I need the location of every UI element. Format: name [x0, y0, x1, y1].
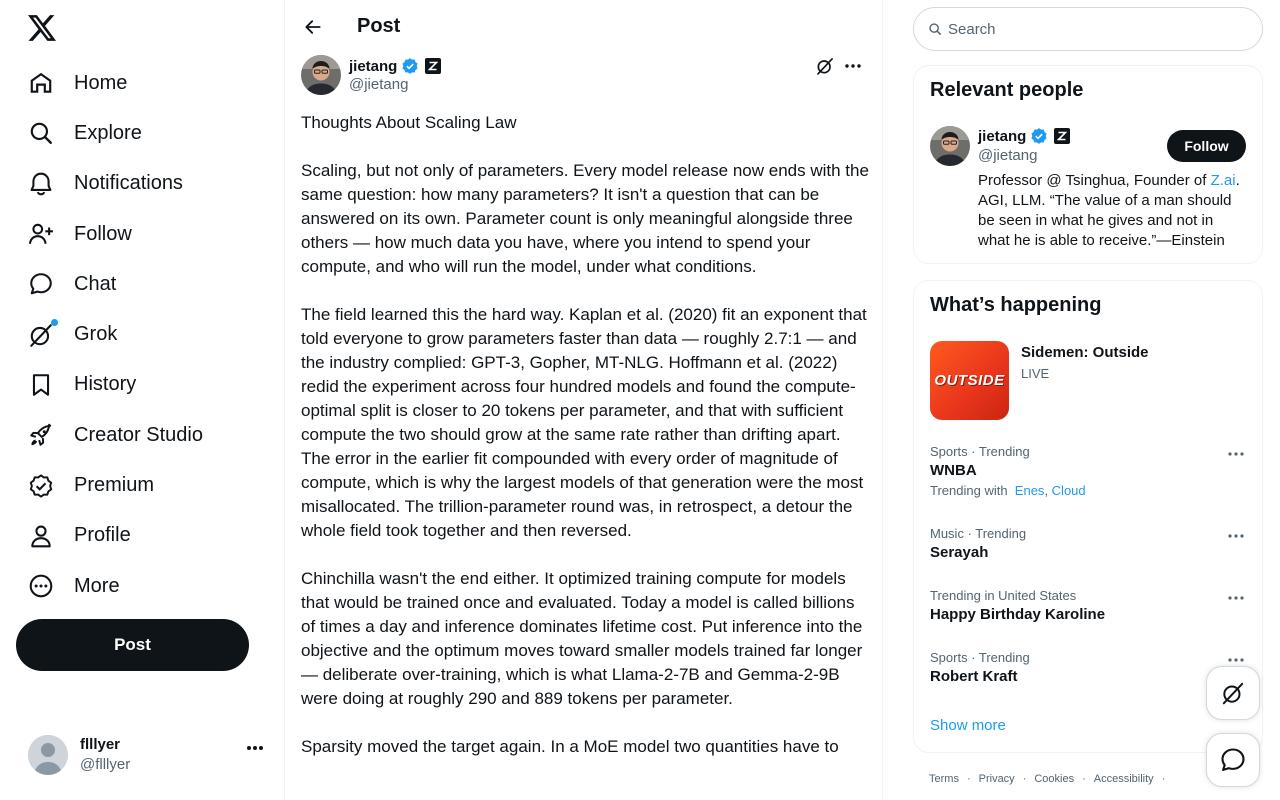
nav-label-profile: Profile	[74, 524, 131, 547]
live-event-thumbnail[interactable]	[930, 341, 1009, 420]
nav-label-history: History	[74, 373, 137, 396]
whats-happening-title: What’s happening	[930, 294, 1102, 316]
trend-name: WNBA	[930, 462, 977, 479]
trend-item[interactable]	[930, 526, 1248, 564]
search-icon	[28, 120, 54, 146]
nav-item-creator-studio[interactable]	[16, 410, 268, 460]
nav-label-more: More	[74, 574, 120, 597]
home-icon	[28, 70, 54, 96]
trend-name: Robert Kraft	[930, 668, 1018, 685]
avatar	[28, 735, 68, 775]
ellipsis-icon[interactable]	[1224, 588, 1248, 608]
notification-dot	[51, 319, 58, 326]
author-avatar[interactable]	[301, 55, 341, 95]
nav-item-grok[interactable]	[16, 309, 268, 359]
bio-text-end: . AGI, LLM. “The value of a man should be seen in what he gives and not in what he is able to receive.”—Einstein	[978, 172, 1240, 249]
search-box[interactable]	[913, 7, 1263, 51]
trend-name: Happy Birthday Karoline	[930, 606, 1106, 623]
nav-label-chat: Chat	[74, 272, 117, 295]
search-icon	[928, 22, 942, 36]
bio-link[interactable]: Z.ai	[1210, 172, 1236, 189]
trend-item[interactable]	[930, 588, 1248, 626]
nav-label-notifications: Notifications	[74, 172, 183, 195]
verified-badge-icon	[28, 473, 54, 499]
nav-label-premium: Premium	[74, 474, 155, 497]
nav-label-follow: Follow	[74, 222, 132, 245]
footer-link-terms[interactable]: Terms	[929, 773, 959, 785]
nav-item-more[interactable]	[16, 561, 268, 611]
nav-item-explore[interactable]	[16, 108, 268, 158]
footer-separator: ·	[1082, 773, 1086, 785]
relevant-person-handle[interactable]: @jietang	[978, 147, 1038, 164]
footer-link-cookies[interactable]: Cookies	[1034, 773, 1075, 785]
bio-text-start: Professor @ Tsinghua, Founder of	[978, 172, 1211, 189]
messages-floating-button[interactable]	[1206, 733, 1260, 787]
grok-icon	[28, 322, 54, 348]
nav-item-home[interactable]	[16, 58, 268, 108]
rocket-icon	[28, 422, 54, 448]
ellipsis-icon[interactable]	[1224, 526, 1248, 546]
nav-item-profile[interactable]	[16, 511, 268, 561]
grok-icon[interactable]	[815, 56, 835, 76]
nav-item-follow[interactable]	[16, 209, 268, 259]
chat-bubble-icon	[1219, 746, 1247, 774]
ellipsis-icon[interactable]	[246, 745, 264, 751]
account-switcher[interactable]	[16, 725, 278, 785]
relevant-person-name[interactable]: jietang	[978, 127, 1027, 145]
trend-item[interactable]	[930, 444, 1248, 500]
show-more-link[interactable]: Show more	[930, 717, 1006, 734]
avatar[interactable]	[930, 126, 970, 166]
add-person-icon	[28, 221, 54, 247]
live-badge: LIVE	[1021, 366, 1050, 381]
trend-name: Serayah	[930, 544, 989, 561]
post-button[interactable]: Post	[16, 619, 249, 671]
bell-icon	[28, 171, 54, 197]
nav-label-grok: Grok	[74, 323, 118, 346]
follow-button[interactable]: Follow	[1167, 130, 1246, 162]
post-text: Thoughts About Scaling Law Scaling, but not only of parameters. Every model release now ends with the same question: how many parameters? It isn't a question that can be answered on its own. Parameter count is only meaningful alongside three others — how much data you have, where you intend to spend your compute, and who will run the model, under what conditions. The field learned this the hard way. Kaplan et al. (2020) fit an exponent that told everyone to grow parameters faster than data — roughly 2.7:1 — and the industry complied: GPT-3, Gopher, MT-NLG. Hoffmann et al. (2022) redid the experiment across four hundred models and found the compute-optimal split is closer to 20 tokens per parameter, and that with sufficient compute the two should grow at the same rate rather than drifting apart. The error in the earlier fit compounded with every order of magnitude of compute, which is why the largest models of that generation were the most misallocated. The trillion-parameter round was, in retrospect, a detour the whole field took together and then reversed. Chinchilla wasn't the end either. It optimized training compute for models that would be trained once and evaluated. Today a model is called billions of times a day and inference dominates lifetime cost. Put inference into the objective and the optimum moves toward smaller models trained far longer — deliberate over-training, which is what Llama-2-7B and Gemma-2-9B were doing at roughly 290 and 889 tokens per parameter. Sparsity moved the target again. In a MoE model two quantities have to	[301, 113, 869, 756]
search-input[interactable]	[948, 21, 1238, 38]
bookmark-icon	[28, 372, 54, 398]
page-title: Post	[357, 15, 401, 37]
relevant-people-card	[913, 65, 1263, 264]
relevant-people-title: Relevant people	[930, 79, 1084, 101]
person-icon	[28, 523, 54, 549]
trend-meta: Music · Trending	[930, 526, 1027, 541]
footer-link-privacy[interactable]: Privacy	[978, 773, 1015, 785]
main-column	[284, 0, 883, 800]
trend-related-link[interactable]: Enes	[1014, 483, 1045, 498]
zai-affiliate-icon[interactable]	[425, 58, 441, 74]
trend-related: Trending with Enes, Cloud	[930, 483, 1086, 498]
ellipsis-icon[interactable]	[841, 56, 865, 76]
nav-list	[16, 58, 268, 611]
grok-icon	[1220, 680, 1246, 706]
trend-meta: Sports · Trending	[930, 444, 1030, 459]
ellipsis-icon[interactable]	[1224, 444, 1248, 464]
back-arrow-icon[interactable]	[297, 11, 329, 43]
nav-label-explore: Explore	[74, 121, 142, 144]
post-author-row	[301, 55, 869, 99]
account-name: flllyer	[80, 736, 121, 753]
post-header	[285, 0, 883, 54]
account-text	[80, 735, 130, 775]
trend-meta: Trending in United States	[930, 588, 1077, 603]
left-navigation	[0, 0, 284, 800]
footer-separator: ·	[1022, 773, 1027, 785]
verified-check-icon	[401, 57, 419, 75]
trend-related-link[interactable]: Cloud	[1051, 483, 1086, 498]
nav-item-history[interactable]	[16, 360, 268, 410]
live-event-title[interactable]: Sidemen: Outside	[1021, 344, 1149, 361]
nav-label-creator-studio: Creator Studio	[74, 423, 203, 446]
author-handle[interactable]: @jietang	[349, 76, 409, 93]
relevant-person-name-line	[978, 126, 1070, 146]
trend-meta: Sports · Trending	[930, 650, 1030, 665]
footer-link-accessibility[interactable]: Accessibility	[1093, 773, 1154, 785]
author-name-line	[349, 56, 441, 76]
footer-separator: ·	[1161, 773, 1166, 785]
trend-related-label: Trending with	[930, 483, 1008, 498]
verified-check-icon	[1030, 127, 1048, 145]
nav-item-premium[interactable]	[16, 460, 268, 510]
author-name[interactable]: jietang	[349, 57, 398, 75]
footer-separator: ·	[966, 773, 971, 785]
relevant-person-bio	[978, 171, 1244, 251]
grok-floating-button[interactable]	[1206, 666, 1260, 720]
account-handle: @flllyer	[80, 756, 131, 773]
chat-bubble-icon	[28, 271, 54, 297]
nav-item-chat[interactable]	[16, 259, 268, 309]
live-thumbnail-text: OUTSIDE	[934, 372, 1005, 389]
footer-links	[929, 773, 1173, 785]
zai-affiliate-icon[interactable]	[1054, 128, 1070, 144]
nav-item-notifications[interactable]	[16, 159, 268, 209]
x-logo-icon[interactable]	[22, 8, 62, 48]
trend-item[interactable]	[930, 650, 1248, 688]
nav-label-home: Home	[74, 71, 128, 94]
more-circle-icon	[28, 573, 54, 599]
